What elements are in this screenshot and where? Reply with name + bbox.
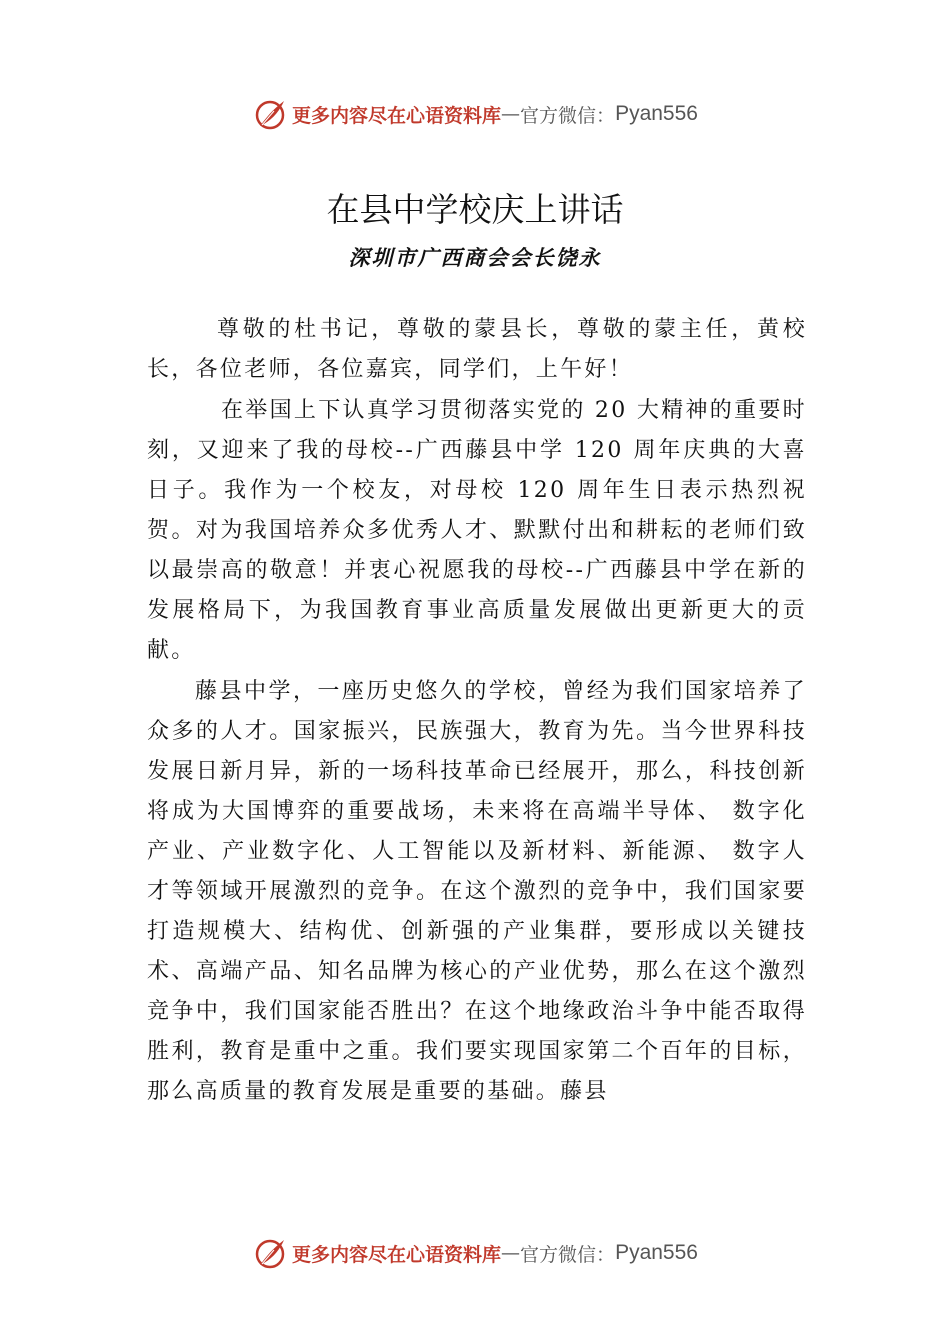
- document-subtitle: 深圳市广西商会会长饶永: [348, 245, 602, 270]
- paragraph-celebration: 在举国上下认真学习贯彻落实党的 20 大精神的重要时刻，又迎来了我的母校--广西藤县中学 120 周年庆典的大喜日子。我作为一个校友，对母校 120 周年生日表示热烈祝贺。对为我国培养众多优秀人才、默默付出和耕耘的老师们致以最崇高的敬意！并衷心祝愿我的母校--广西藤县中学在新的发展格局下，为我国教育事业高质量发展做出更新更大的贡献。: [147, 398, 807, 663]
- banner-wechat-label: 官方微信：: [520, 104, 616, 127]
- quill-pen-circle-icon: [252, 1235, 288, 1271]
- banner-wechat-label: 官方微信：: [520, 1243, 616, 1266]
- footer-banner: [0, 1233, 950, 1273]
- banner-main-text: 更多内容尽在心语资料库: [292, 104, 502, 127]
- banner-separator: —: [501, 103, 521, 125]
- banner-main-text: 更多内容尽在心语资料库: [292, 1243, 502, 1266]
- banner-wechat-id: Pyan556: [615, 1241, 698, 1264]
- paragraph-education: 藤县中学，一座历史悠久的学校，曾经为我们国家培养了众多的人才。国家振兴，民族强大，教育为先。当今世界科技发展日新月异，新的一场科技革命已经展开，那么，科技创新将成为大国博弈的重要战场，未来将在高端半导体、 数字化产业、产业数字化、人工智能以及新材料、新能源、 数字人才等领域开展激烈的竞争。在这个激烈的竞争中，我们国家要打造规模大、结构优、创新强的产业集群，要形成以关键技术、高端产品、知名品牌为核心的产业优势，那么在这个激烈竞争中，我们国家能否胜出？在这个地缘政治斗争中能否取得胜利，教育是重中之重。我们要实现国家第二个百年的目标，那么高质量的教育发展是重要的基础。藤县: [147, 679, 807, 1104]
- banner-wechat-id: Pyan556: [615, 102, 698, 125]
- quill-pen-circle-icon: [252, 96, 288, 132]
- paragraph-greeting: 尊敬的杜书记，尊敬的蒙县长，尊敬的蒙主任，黄校长，各位老师，各位嘉宾，同学们，上午好！: [147, 317, 807, 382]
- document-title: 在县中学校庆上讲话: [326, 190, 624, 229]
- banner-separator: —: [501, 1242, 521, 1264]
- header-banner: [0, 94, 950, 134]
- document-body: [147, 310, 807, 1113]
